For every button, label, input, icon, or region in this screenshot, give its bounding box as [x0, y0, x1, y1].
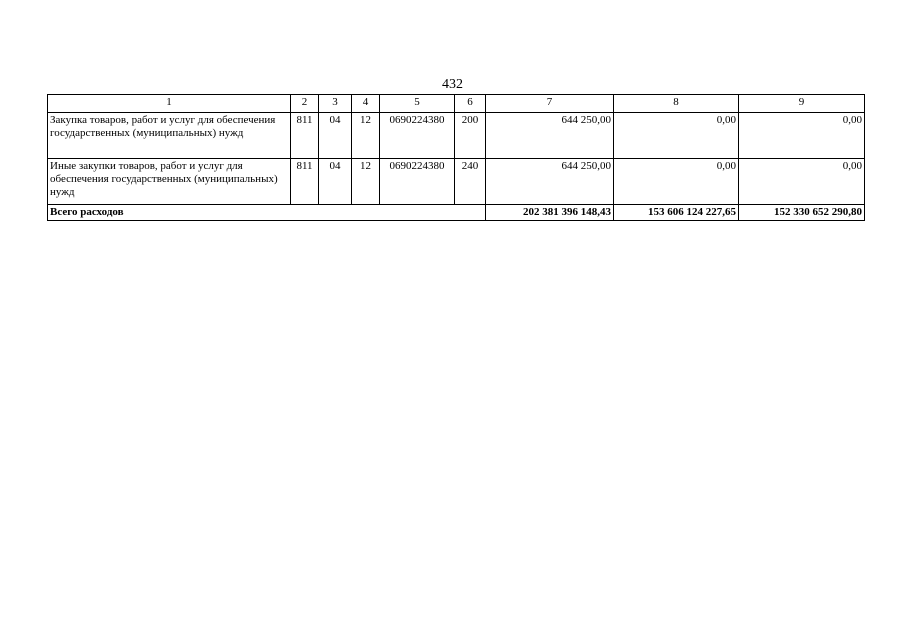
total-label: Всего расходов [48, 205, 486, 221]
row-sum-2: 0,00 [614, 113, 739, 159]
row-sum-1: 644 250,00 [486, 113, 614, 159]
row-section: 04 [319, 159, 352, 205]
table-row [48, 113, 865, 159]
row-name: Иные закупки товаров, работ и услуг для обеспечения государственных (муниципальных) нужд [48, 159, 291, 205]
row-ministry: 811 [291, 159, 319, 205]
row-subsection: 12 [352, 113, 380, 159]
col-header-9: 9 [739, 95, 865, 113]
row-name: Закупка товаров, работ и услуг для обеспечения государственных (муниципальных) нужд [48, 113, 291, 159]
budget-table [47, 94, 865, 221]
col-header-4: 4 [352, 95, 380, 113]
page-number: 432 [442, 77, 463, 92]
row-type: 240 [455, 159, 486, 205]
row-target: 0690224380 [380, 113, 455, 159]
col-header-2: 2 [291, 95, 319, 113]
row-ministry: 811 [291, 113, 319, 159]
row-sum-1: 644 250,00 [486, 159, 614, 205]
total-sum-1: 202 381 396 148,43 [486, 205, 614, 221]
col-header-5: 5 [380, 95, 455, 113]
row-sum-2: 0,00 [614, 159, 739, 205]
col-header-1: 1 [48, 95, 291, 113]
table-row [48, 159, 865, 205]
row-target: 0690224380 [380, 159, 455, 205]
col-header-6: 6 [455, 95, 486, 113]
row-section: 04 [319, 113, 352, 159]
row-type: 200 [455, 113, 486, 159]
col-header-8: 8 [614, 95, 739, 113]
total-row [48, 205, 865, 221]
total-sum-3: 152 330 652 290,80 [739, 205, 865, 221]
total-sum-2: 153 606 124 227,65 [614, 205, 739, 221]
header-row [48, 95, 865, 113]
col-header-7: 7 [486, 95, 614, 113]
row-sum-3: 0,00 [739, 113, 865, 159]
row-subsection: 12 [352, 159, 380, 205]
col-header-3: 3 [319, 95, 352, 113]
row-sum-3: 0,00 [739, 159, 865, 205]
